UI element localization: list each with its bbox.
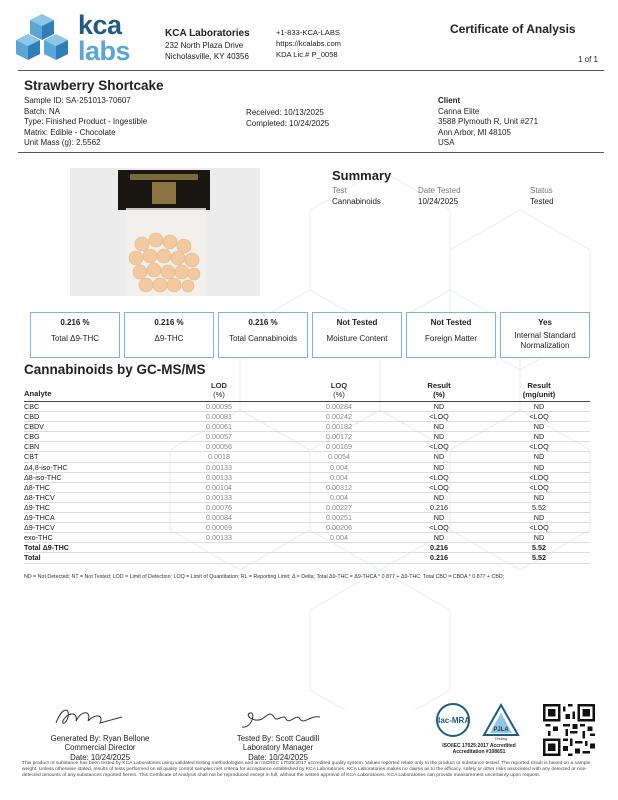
cell-analyte: Total — [24, 553, 41, 563]
cell-result-pct: ND — [433, 432, 445, 442]
table-body — [24, 402, 590, 564]
signature-scott-caudill — [240, 707, 330, 731]
cell-analyte: Total Δ9-THC — [24, 543, 69, 553]
result-box-value: 0.216 % — [154, 318, 184, 327]
cell-lod: 0.00095 — [206, 402, 232, 411]
client-address1: 3588 Plymouth R, Unit #271 — [438, 117, 539, 127]
cell-result-mg: 5.52 — [532, 553, 546, 563]
cell-analyte: CBD — [24, 412, 40, 422]
cell-result-pct: <LOQ — [429, 412, 449, 422]
batch: Batch: NA — [24, 106, 61, 116]
tested-title: Laboratory Manager — [242, 743, 314, 753]
cannabinoids-title: Cannabinoids by GC-MS/MS — [24, 362, 206, 377]
summary-section — [332, 168, 554, 206]
lab-contact-block — [276, 27, 341, 60]
cell-lod: 0.00076 — [206, 502, 232, 512]
cell-loq: 0.004 — [330, 533, 348, 543]
cell-analyte: Δ8-iso-THC — [24, 472, 62, 482]
summary-status-column — [530, 185, 590, 207]
client-heading: Client — [438, 96, 461, 105]
cell-result-pct: <LOQ — [429, 523, 449, 533]
product-photo — [70, 168, 260, 296]
cell-result-pct: ND — [433, 492, 445, 502]
table-row — [24, 553, 590, 563]
cell-analyte: Δ9-THCA — [24, 513, 55, 523]
lab-license: KDA Lic.# P_0058 — [276, 50, 338, 59]
table-header — [24, 380, 590, 402]
header-result-pct-unit: (%) — [433, 390, 445, 399]
client-name: Canna Elite — [438, 106, 480, 116]
table-row — [24, 473, 590, 483]
cell-result-mg: <LOQ — [529, 482, 549, 492]
lab-name: KCA Laboratories — [165, 28, 250, 39]
cell-result-pct: ND — [433, 422, 445, 432]
cell-loq: 0.00242 — [326, 412, 352, 422]
cell-result-mg: <LOQ — [529, 523, 549, 533]
cell-lod: 0.00061 — [206, 422, 232, 432]
tested-date: Date: 10/24/2025 — [248, 752, 308, 762]
result-box-value: Not Tested — [336, 318, 378, 327]
cell-analyte: exo-THC — [24, 533, 53, 543]
result-box-label: Moisture Content — [326, 334, 388, 343]
result-box-d9thc — [124, 312, 214, 358]
cell-result-pct: ND — [433, 533, 445, 543]
header-result-mg: Result — [527, 381, 551, 390]
cell-result-mg: <LOQ — [529, 472, 549, 482]
header-lod: LOD — [210, 381, 228, 390]
cell-analyte: CBN — [24, 442, 40, 452]
document-title: Certificate of Analysis — [450, 22, 576, 36]
cell-loq: 0.00251 — [326, 513, 352, 523]
header-loq-unit: (%) — [333, 390, 345, 399]
result-box-label: Δ9-THC — [154, 334, 184, 343]
table-row — [24, 442, 590, 452]
cannabinoids-table — [24, 380, 590, 564]
table-row — [24, 422, 590, 432]
result-box-total-cannabinoids — [218, 312, 308, 358]
kca-labs-logo — [16, 10, 156, 66]
cell-lod: 0.00133 — [206, 533, 232, 543]
cell-result-mg: ND — [533, 402, 545, 411]
cell-loq: 0.00312 — [326, 482, 352, 492]
summary-date-header: Date Tested — [418, 186, 461, 195]
result-box-foreign-matter — [406, 312, 496, 358]
cell-analyte: CBC — [24, 402, 40, 411]
header-result-mg-unit: (mg/unit) — [522, 390, 556, 399]
product-matrix: Matrix: Edible - Chocolate — [24, 127, 116, 137]
legal-disclaimer: This product or substance has been tested by KCA Laboratories using validated testing methodologies and an ISO/IEC 17025:2017 accredited quality system. Values reported relate only to the product or substance tested. The reported result is based on a sample weight. Unless otherwise stated, results of tests performed on all quality control samples met criteria for acceptance established by KCA Laboratories. KCA Laboratories makes no claims as to the efficacy, safety or other risks associated with any detected or non-detected amounts of any substances reported herein. This Certificate of Analysis shall not be reproduced except in full, without the written approval of KCA Laboratories. KCA Laboratories can provide measurement uncertainty upon request. — [22, 761, 591, 779]
cell-result-pct: <LOQ — [429, 442, 449, 452]
result-box-label: Internal Standard Normalization — [514, 331, 576, 350]
client-country: USA — [438, 138, 455, 148]
cell-loq: 0.00227 — [326, 502, 352, 512]
client-address2: Ann Arbor, MI 48105 — [438, 127, 511, 137]
cell-result-pct: <LOQ — [429, 482, 449, 492]
result-box-label: Foreign Matter — [424, 334, 478, 343]
cell-result-mg: ND — [533, 462, 545, 472]
generated-by: Generated By: Ryan Bellone — [50, 734, 150, 743]
cell-lod: 0.00081 — [206, 412, 232, 422]
cell-lod: 0.00133 — [206, 472, 232, 482]
cell-lod: 0.00056 — [206, 442, 232, 452]
summary-status-header: Status — [530, 186, 553, 195]
table-row — [24, 493, 590, 503]
cell-analyte: Δ4,8-iso-THC — [24, 462, 68, 472]
summary-test-value: Cannabinoids — [332, 197, 381, 206]
summary-date-value: 10/24/2025 — [418, 197, 459, 206]
header-divider — [18, 70, 604, 71]
cell-lod: 0.0018 — [208, 452, 230, 462]
cell-result-mg: ND — [533, 513, 545, 523]
summary-status-value: Tested — [530, 197, 554, 206]
cell-result-mg: <LOQ — [529, 442, 549, 452]
result-box-normalization — [500, 312, 590, 358]
cell-analyte: Δ9-THCV — [24, 523, 55, 533]
result-box-value: 0.216 % — [248, 318, 278, 327]
lab-website[interactable]: https://kcalabs.com — [276, 39, 341, 48]
cell-loq: 0.00284 — [326, 402, 352, 411]
cell-result-pct: 0.216 — [430, 502, 448, 512]
client-block — [438, 96, 538, 149]
product-title: Strawberry Shortcake — [24, 78, 164, 93]
tested-by: Tested By: Scott Caudill — [236, 734, 320, 743]
summary-test-header: Test — [332, 186, 347, 195]
cell-result-mg: ND — [533, 452, 545, 462]
cell-result-pct: ND — [433, 513, 445, 523]
cell-lod: 0.00133 — [206, 492, 232, 502]
summary-date-column — [418, 185, 488, 207]
result-box-value: Not Tested — [430, 318, 472, 327]
pjla-logo — [482, 703, 520, 741]
header-lod-unit: (%) — [213, 390, 225, 399]
lab-address-block — [165, 27, 250, 62]
result-box-label: Total Cannabinoids — [228, 334, 298, 343]
accreditation-line2: Accreditation #108651 — [452, 749, 506, 755]
received-date: Received: 10/13/2025 — [246, 108, 324, 117]
cell-analyte: Δ8-THCV — [24, 492, 55, 502]
pjla-sub-text: Testing — [494, 736, 508, 741]
ilac-mra-logo — [432, 703, 474, 741]
table-row — [24, 483, 590, 493]
cell-analyte: CBDV — [24, 422, 44, 432]
generated-by-block — [40, 734, 160, 762]
table-footnote: ND = Not Detected; NT = Not Tested; LOD = Limit of Detection; LOQ = Limit of Quantitation; RL = Reporting Limit; Δ = Delta; Total Δ9-THC = Δ9-THCA * 0.877 + Δ9-THC; Total CBD = CBDA * 0.877 + CBD; — [24, 574, 505, 580]
sample-id: Sample ID: SA-251013-70607 — [24, 96, 131, 105]
summary-title: Summary — [332, 168, 392, 183]
page-indicator: 1 of 1 — [577, 55, 598, 64]
table-row — [24, 533, 590, 543]
ilac-text: ilac-MRA — [435, 716, 471, 725]
cell-result-mg: ND — [533, 432, 545, 442]
cell-lod: 0.00133 — [206, 462, 232, 472]
cell-loq: 0.00169 — [326, 442, 352, 452]
cell-analyte: Δ9-THC — [24, 502, 50, 512]
result-box-moisture — [312, 312, 402, 358]
unit-mass: Unit Mass (g): 2.5562 — [24, 138, 101, 148]
table-row — [24, 523, 590, 533]
product-meta — [24, 96, 147, 149]
cell-result-mg: ND — [533, 492, 545, 502]
cell-loq: 0.004 — [330, 462, 348, 472]
cell-result-pct: ND — [433, 462, 445, 472]
result-box-value: 0.216 % — [60, 318, 90, 327]
generated-title: Commercial Director — [64, 743, 136, 753]
result-box-label: Total Δ9-THC — [50, 334, 100, 343]
cell-result-mg: 5.52 — [532, 502, 546, 512]
table-row — [24, 463, 590, 473]
result-box-value: Yes — [538, 318, 552, 327]
result-boxes — [30, 312, 590, 358]
logo-text-kca: kca — [78, 10, 122, 40]
cell-lod: 0.00069 — [206, 523, 232, 533]
cell-lod: 0.00104 — [206, 482, 232, 492]
test-dates — [246, 108, 329, 129]
logo-text-labs: labs — [78, 36, 131, 66]
cell-result-pct: ND — [433, 452, 445, 462]
pjla-text: PJLA — [493, 727, 509, 733]
qr-code[interactable] — [543, 704, 595, 756]
cell-result-pct: 0.216 — [430, 543, 448, 553]
cell-result-mg: <LOQ — [529, 412, 549, 422]
generated-date: Date: 10/24/2025 — [70, 752, 130, 762]
table-row — [24, 543, 590, 553]
table-row — [24, 412, 590, 422]
cell-loq: 0.004 — [330, 492, 348, 502]
cell-result-pct: ND — [433, 402, 445, 411]
cell-loq: 0.00206 — [326, 523, 352, 533]
cell-result-pct: <LOQ — [429, 472, 449, 482]
cell-result-mg: ND — [533, 533, 545, 543]
table-row — [24, 432, 590, 442]
header-analyte: Analyte — [24, 389, 52, 398]
table-row — [24, 503, 590, 513]
summary-test-column — [332, 185, 412, 207]
product-type: Type: Finished Product - Ingestible — [24, 117, 148, 127]
table-row — [24, 513, 590, 523]
cell-analyte: CBG — [24, 432, 40, 442]
header-loq: LOQ — [330, 381, 348, 390]
cell-lod: 0.00084 — [206, 513, 232, 523]
cell-loq: 0.00172 — [326, 432, 352, 442]
cell-loq: 0.004 — [330, 472, 348, 482]
cell-result-mg: ND — [533, 422, 545, 432]
lab-phone: +1-833-KCA-LABS — [276, 28, 340, 37]
accreditation-line1: ISO/IEC 17025:2017 Accredited — [442, 743, 516, 749]
completed-date: Completed: 10/24/2025 — [246, 118, 330, 128]
lab-address-line2: Nicholasville, KY 40356 — [165, 52, 249, 61]
cell-result-mg: 5.52 — [532, 543, 546, 553]
lab-address-line1: 232 North Plaza Drive — [165, 41, 244, 50]
cell-result-pct: 0.216 — [430, 553, 448, 563]
cell-loq: 0.00182 — [326, 422, 352, 432]
table-row — [24, 402, 590, 412]
signature-ryan-bellone — [52, 705, 142, 729]
accreditation-text — [436, 743, 522, 755]
cell-loq: 0.0054 — [328, 452, 350, 462]
table-row — [24, 452, 590, 462]
tested-by-block — [218, 734, 338, 762]
cell-lod: 0.00057 — [206, 432, 232, 442]
cell-analyte: CBT — [24, 452, 39, 462]
product-divider — [18, 152, 604, 153]
cell-analyte: Δ8-THC — [24, 482, 50, 492]
result-box-total-d9thc — [30, 312, 120, 358]
header-result-pct: Result — [427, 381, 451, 390]
